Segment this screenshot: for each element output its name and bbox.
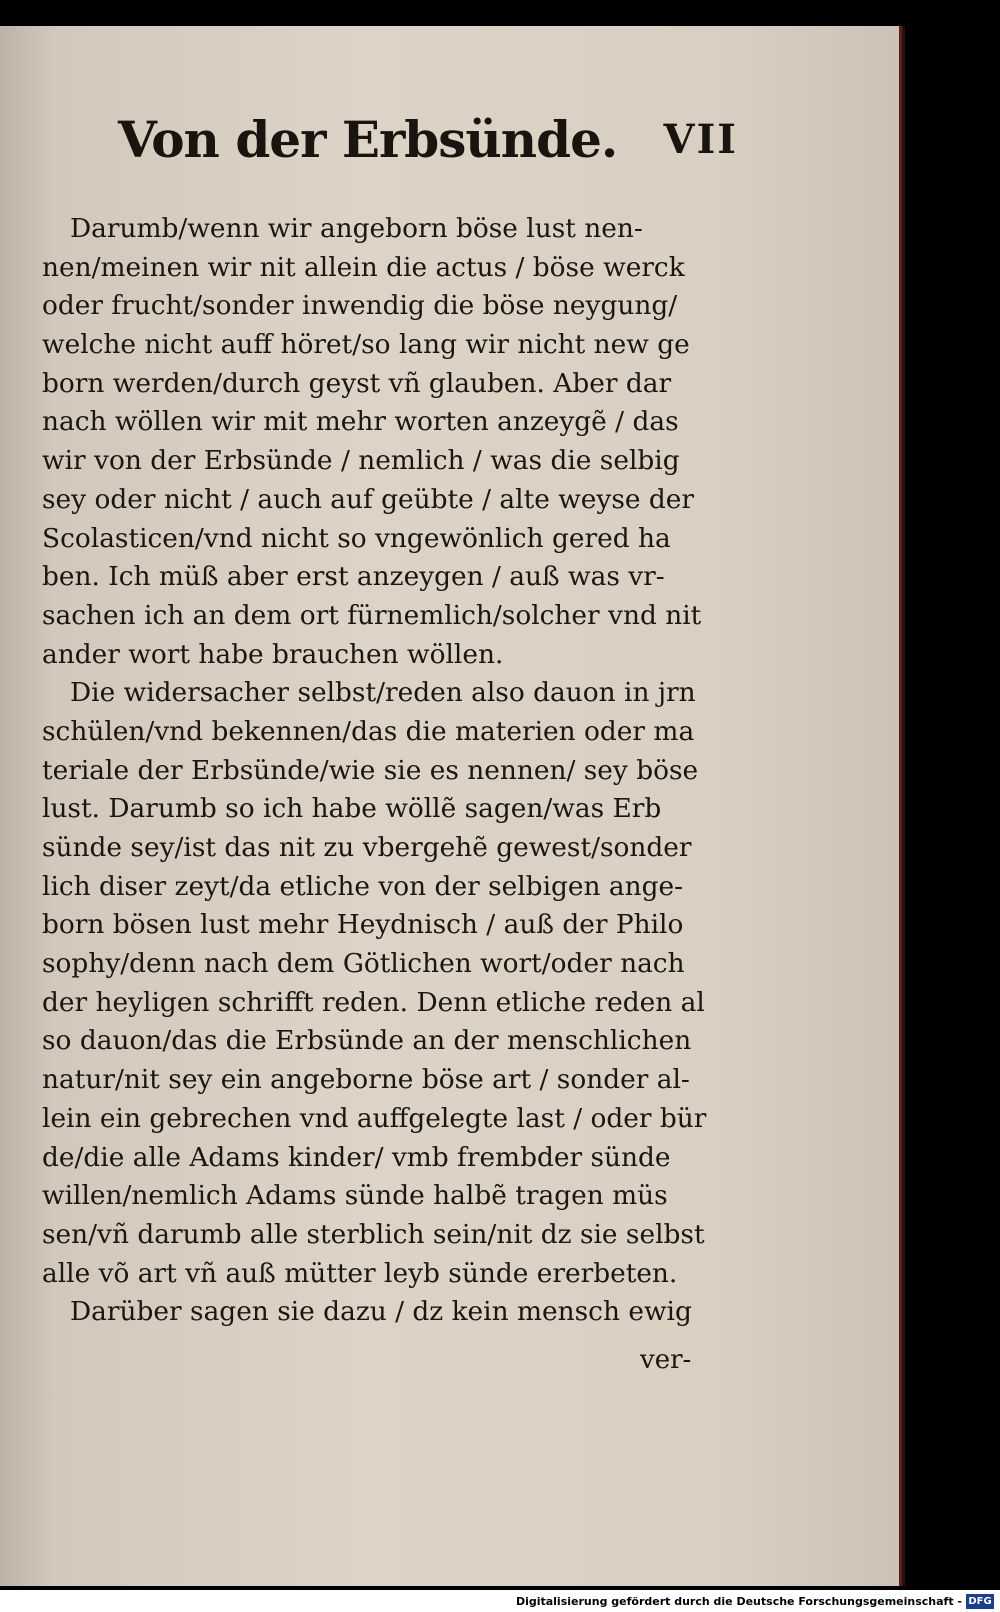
text-line: ander wort habe brauchen wöllen. [42,638,504,670]
text-line: natur/nit sey ein angeborne böse art / sonder al- [42,1064,690,1096]
text-line: sey oder nicht / auch auf geübte / alte weyse der [42,483,695,515]
text-line: welche nicht auff höret/so lang wir nicht new ge [42,329,690,361]
body-text [42,210,762,1332]
funding-credit: Digitalisierung gefördert durch die Deutsche Forschungsgemeinschaft - [515,1595,962,1608]
text-line: sünde sey/ist das nit zu vbergehẽ gewest/sonder [42,832,692,863]
text-line: lein ein gebrechen vnd auffgelegte last / oder bür [42,1102,707,1134]
text-line: schülen/vnd bekennen/das die materien oder ma [42,715,695,747]
running-title: Von der Erbsünde. [118,110,618,169]
text-line: alle võ art vñ auß mütter leyb sünde ererbeten. [42,1257,678,1289]
text-line: lich diser zeyt/da etliche von der selbigen ange- [42,870,684,902]
text-line: willen/nemlich Adams sünde halbẽ tragen müs [42,1180,668,1212]
book-page [0,26,905,1586]
text-line: sen/vñ darumb alle sterblich sein/nit dz sie selbst [42,1218,705,1250]
text-line: so dauon/das die Erbsünde an der menschlichen [42,1025,692,1057]
text-line: Scolasticen/vnd nicht so vngewönlich gered ha [42,522,671,554]
text-line: lust. Darumb so ich habe wöllẽ sagen/was Erb [42,793,662,825]
text-line: nen/meinen wir nit allein die actus / böse werck [42,251,685,283]
folio-number: VII [663,116,738,163]
text-line: wir von der Erbsünde / nemlich / was die selbig [42,445,680,477]
text-line: der heyligen schrifft reden. Denn etliche reden al [42,986,705,1018]
text-line: Die widersacher selbst/reden also dauon in jrn [70,677,696,709]
text-line: oder frucht/sonder inwendig die böse neygung/ [42,290,678,322]
text-line: nach wöllen wir mit mehr worten anzeygẽ / das [42,406,679,438]
running-head [118,110,738,180]
text-line: born werden/durch geyst vñ glauben. Aber dar [42,367,672,399]
text-line: teriale der Erbsünde/wie sie es nennen/ sey böse [42,754,699,786]
text-line: sachen ich an dem ort fürnemlich/solcher vnd nit [42,599,702,631]
dfg-logo-icon: DFG [966,1594,994,1609]
text-line: Darüber sagen sie dazu / dz kein mensch ewig [70,1296,692,1328]
text-line: Darumb/wenn wir angeborn böse lust nen- [70,213,643,244]
footer-bar [0,1590,1000,1612]
text-line: ben. Ich müß aber erst anzeygen / auß was vr- [42,561,665,593]
text-line: sophy/denn nach dem Götlichen wort/oder nach [42,948,685,980]
catchword: ver- [640,1345,692,1375]
text-line: born bösen lust mehr Heydnisch / auß der Philo [42,909,684,941]
text-line: de/die alle Adams kinder/ vmb frembder sünde [42,1141,671,1173]
